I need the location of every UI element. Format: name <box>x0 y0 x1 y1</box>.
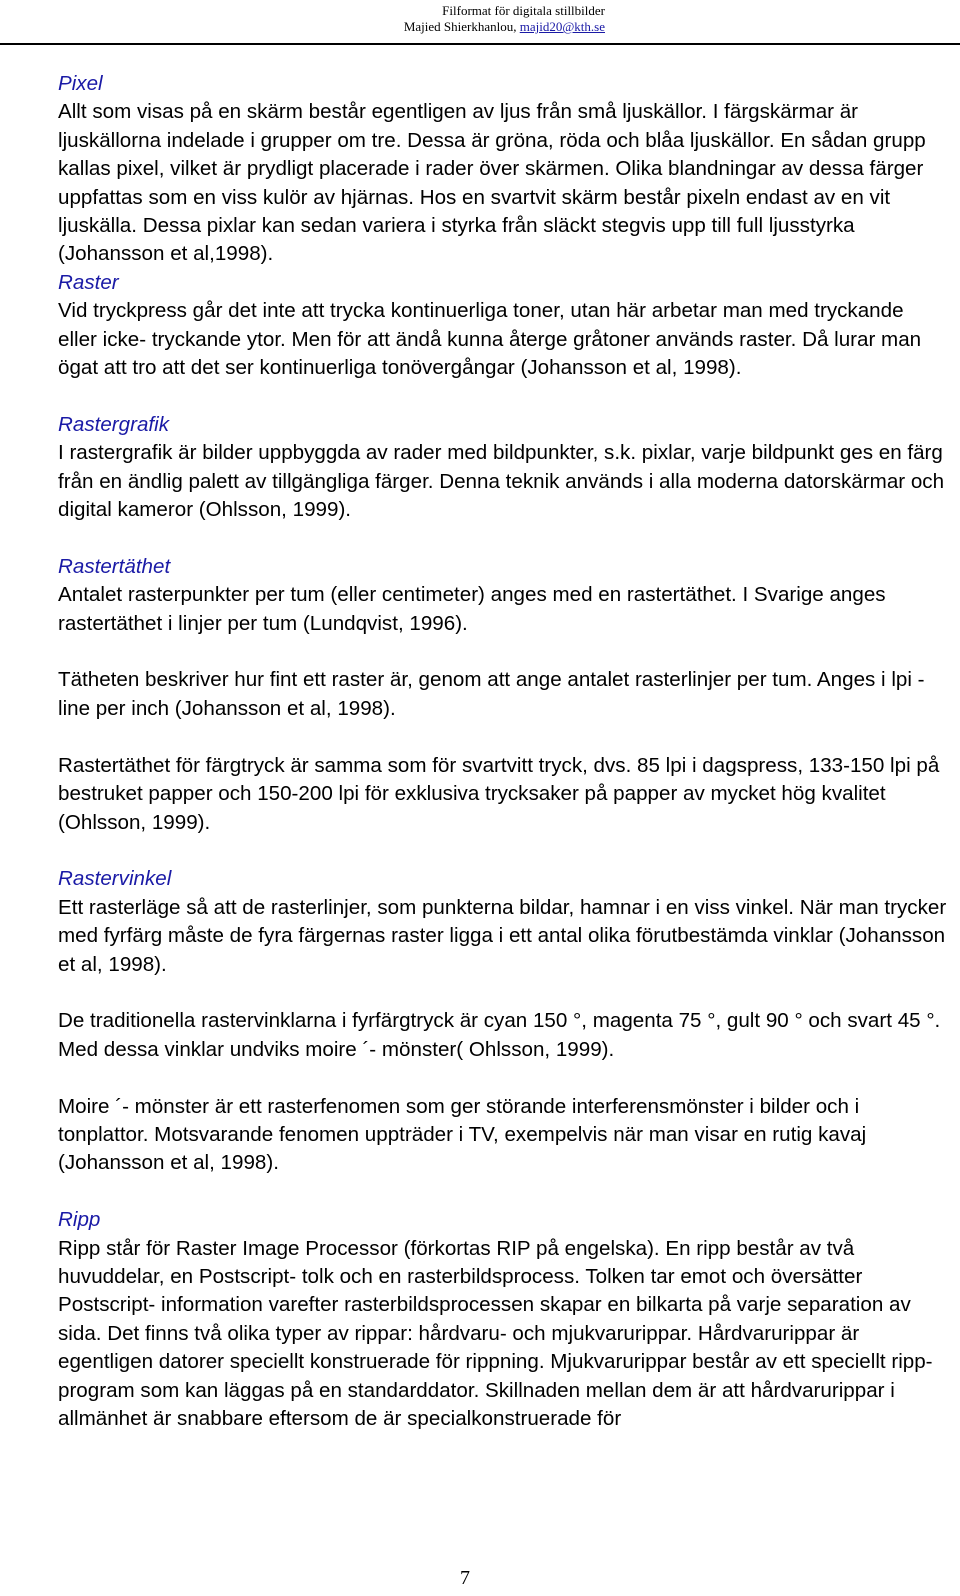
paragraph-rastertathet-2: Tätheten beskriver hur fint ett raster är, genom att ange antalet rasterlinjer per tum. Anges i lpi - line per inch (Johansson et al, 1998). <box>58 668 925 720</box>
paragraph-rastergrafik: I rastergrafik är bilder uppbyggda av rader med bildpunkter, s.k. pixlar, varje bildpunkt ges en färg från en ändlig palett av tillgängliga färger. Denna teknik används i alla moderna datorskärmar och digital kameror (Ohlsson, 1999). <box>58 441 945 522</box>
paragraph-rastertathet-3: Rastertäthet för färgtryck är samma som för svartvitt tryck, dvs. 85 lpi i dagspress, 133-150 lpi på bestruket papper och 150-200 lpi för exklusiva trycksaker på papper av mycket hög kvalitet (Ohlsson, 1999). <box>58 753 940 834</box>
heading-rastergrafik: Rastergrafik <box>58 412 170 436</box>
paragraph-rastervinkel-2: De traditionella rastervinklarna i fyrfärgtryck är cyan 150 °, magenta 75 °, gult 90 ° och svart 45 °. Med dessa vinklar undviks moire ´- mönster( Ohlsson, 1999). <box>58 1009 941 1061</box>
author-line <box>0 19 605 35</box>
document-title: Filformat för digitala stillbilder <box>442 3 605 18</box>
document-body <box>58 70 948 1433</box>
paragraph-ripp: Ripp står för Raster Image Processor (förkortas RIP på engelska). En ripp består av två huvuddelar, en Postscript- tolk och en rasterbildsprocess. Tolken tar emot och översätter Postscript- information varefter rasterbildsprocessen skapar en bilkarta på varje separation av sida. Det finns två olika typer av rippar: hårdvaru- och mjukvarurippar. Hårdvarurippar är egentligen datorer speciellt konstruerade för rippning. Mjukvarurippar består av ett speciellt ripp- program som kan läggas på en standarddator. Skillnaden mellan dem är att hårdvarurippar i allmänhet är snabbare eftersom de är specialkonstruerade för <box>58 1236 933 1430</box>
author-name: Majied Shierkhanlou, <box>403 19 520 34</box>
heading-rastertathet: Rastertäthet <box>58 554 171 578</box>
paragraph-pixel: Allt som visas på en skärm består egentligen av ljus från små ljuskällor. I färgskärmar är ljuskällorna indelade i grupper om tre. Dessa är gröna, röda och blåa ljuskällor. En sådan grupp kallas pixel, vilket är prydligt placerade i rader över skärmen. Olika blandningar av dessa färger uppfattas som en viss kulör av hjärnas. Hos en svartvit skärm består pixeln endast av en vit ljuskälla. Dessa pixlar kan sedan variera i styrka från släckt stegvis upp till full ljusstyrka (Johansson et al,1998). <box>58 100 926 266</box>
paragraph-rastervinkel-3: Moire ´- mönster är ett rasterfenomen som ger störande interferensmönster i bilder och i tonplattor. Motsvarande fenomen uppträder i TV, exempelvis när man visar en rutig kavaj (Johansson et al, 1998). <box>58 1094 867 1175</box>
paragraph-raster: Vid tryckpress går det inte att trycka kontinuerliga toner, utan här arbetar man med tryckande eller icke- tryckande ytor. Men för att ändå kunna återge gråtoner används raster. Då lurar man ögat att tro att det ser kontinuerliga tonövergångar (Johansson et al, 1998). <box>58 299 922 380</box>
heading-ripp: Ripp <box>58 1208 101 1232</box>
heading-rastervinkel: Rastervinkel <box>58 867 172 891</box>
header-divider <box>0 43 960 45</box>
paragraph-rastervinkel-1: Ett rasterläge så att de rasterlinjer, som punkterna bildar, hamnar i en viss vinkel. När man trycker med fyrfärg måste de fyra färgernas raster ligga i ett antal olika förutbestämda vinklar (Johansson et al, 1998). <box>58 895 947 976</box>
page-number: 7 <box>460 1567 470 1589</box>
heading-raster: Raster <box>58 270 119 294</box>
heading-pixel: Pixel <box>58 72 103 95</box>
page-header <box>0 0 605 47</box>
paragraph-rastertathet-1: Antalet rasterpunkter per tum (eller centimeter) anges med en rastertäthet. I Svarige anges rastertäthet i linjer per tum (Lundqvist, 1996). <box>58 583 886 635</box>
author-email-link[interactable]: majid20@kth.se <box>519 19 605 34</box>
